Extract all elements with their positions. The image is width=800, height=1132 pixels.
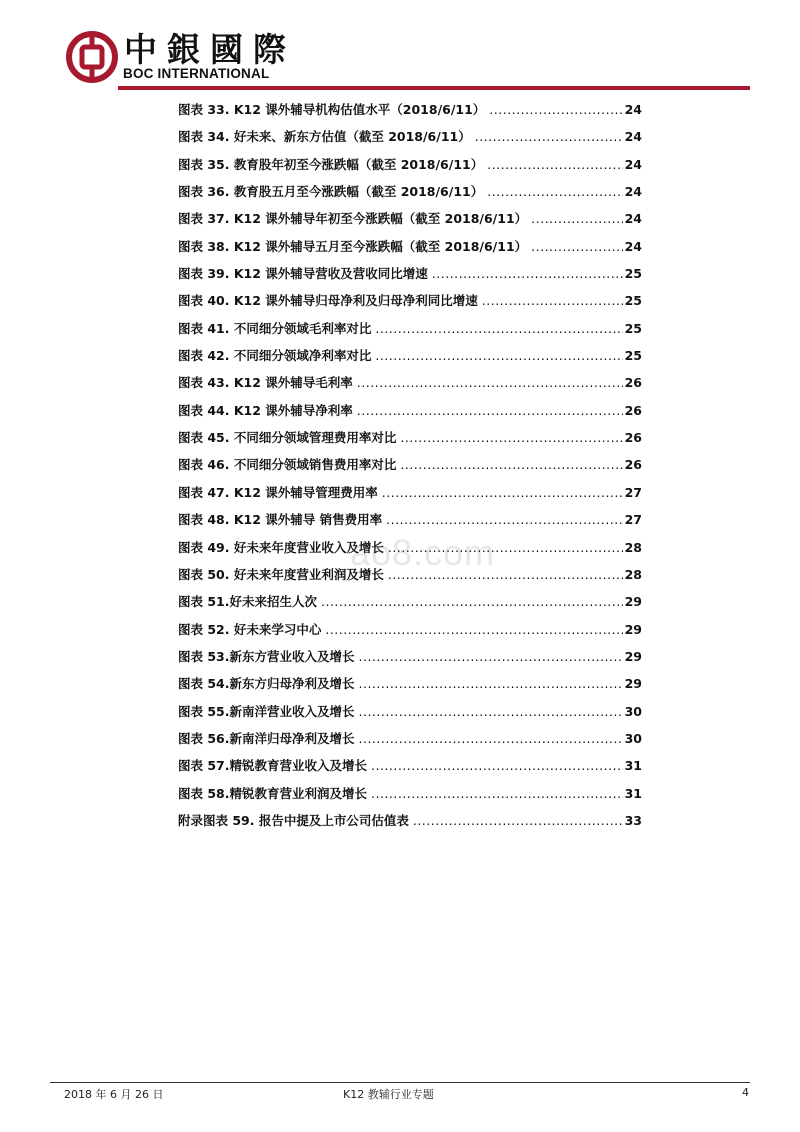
toc-entry-title: 图表 41. 不同细分领域毛利率对比: [178, 320, 372, 336]
toc-dot-leader: [487, 178, 622, 205]
toc-entry-title: 图表 43. K12 课外辅导毛利率: [178, 375, 353, 391]
toc-entry-page: 29: [624, 648, 642, 664]
watermark: ao8.com: [350, 532, 496, 573]
toc-entry[interactable]: [178, 424, 642, 451]
toc-entry-page: 24: [624, 102, 642, 117]
toc-dot-leader: [375, 342, 622, 369]
toc-entry[interactable]: [178, 616, 642, 643]
toc-entry-page: 25: [624, 293, 642, 309]
footer-date: 2018 年 6 月 26 日: [64, 1088, 164, 1101]
toc-dot-leader: [487, 151, 622, 178]
toc-dot-leader: [531, 205, 622, 232]
footer-divider: [50, 1082, 750, 1083]
toc-entry[interactable]: [178, 123, 642, 150]
toc-entry-title: 图表 54.新东方归母净利及增长: [178, 676, 355, 692]
toc-entry[interactable]: [178, 397, 642, 424]
toc-entry-page: 30: [624, 703, 642, 719]
footer-report-title: K12 教辅行业专题: [343, 1088, 434, 1101]
toc-entry-title: 图表 48. K12 课外辅导 销售费用率: [178, 512, 383, 528]
toc-dot-leader: [400, 424, 622, 451]
toc-entry-title: 图表 40. K12 课外辅导归母净利及归母净利同比增速: [178, 293, 478, 309]
toc-dot-leader: [489, 96, 622, 123]
toc-dot-leader: [475, 123, 623, 150]
footer-page-number: 4: [742, 1086, 749, 1099]
toc-entry-page: 30: [624, 730, 642, 746]
toc-entry[interactable]: [178, 752, 642, 779]
toc-entry[interactable]: [178, 151, 642, 178]
toc-dot-leader: [325, 616, 622, 643]
toc-entry-page: 27: [624, 484, 642, 500]
toc-entry[interactable]: [178, 643, 642, 670]
toc-entry[interactable]: [178, 233, 642, 260]
toc-dot-leader: [357, 397, 623, 424]
toc-entry-page: 25: [624, 320, 642, 336]
toc-entry[interactable]: [178, 506, 642, 533]
toc-dot-leader: [413, 807, 623, 834]
toc-entry-title: 图表 52. 好未来学习中心: [178, 621, 322, 637]
toc-entry[interactable]: [178, 451, 642, 478]
toc-entry[interactable]: [178, 287, 642, 314]
toc-dot-leader: [321, 588, 623, 615]
toc-entry-page: 29: [624, 676, 642, 692]
toc-entry[interactable]: [178, 725, 642, 752]
toc-entry-page: 28: [624, 566, 642, 582]
toc-dot-leader: [359, 643, 623, 670]
toc-entry-title: 图表 36. 教育股五月至今涨跌幅（截至 2018/6/11）: [178, 184, 484, 200]
toc-entry-title: 图表 39. K12 课外辅导营收及营收同比增速: [178, 266, 428, 282]
toc-entry-title: 图表 57.精锐教育营业收入及增长: [178, 758, 367, 774]
toc-entry[interactable]: [178, 670, 642, 697]
table-of-figures: [178, 96, 642, 834]
toc-dot-leader: [359, 670, 623, 697]
brand-name-english: BOC INTERNATIONAL: [123, 66, 270, 81]
toc-entry-page: 31: [624, 758, 642, 774]
toc-entry-page: 24: [624, 184, 642, 200]
toc-entry[interactable]: [178, 369, 642, 396]
toc-entry-page: 26: [624, 457, 642, 473]
toc-entry-title: 图表 55.新南洋营业收入及增长: [178, 703, 355, 719]
toc-entry-page: 26: [624, 402, 642, 418]
toc-dot-leader: [432, 260, 623, 287]
toc-entry[interactable]: [178, 205, 642, 232]
toc-entry-page: 29: [624, 594, 642, 610]
toc-entry-page: 24: [624, 211, 642, 227]
toc-entry-title: 图表 46. 不同细分领域销售费用率对比: [178, 457, 397, 473]
brand-name-chinese: 中銀國際: [124, 30, 296, 69]
toc-entry[interactable]: [178, 260, 642, 287]
toc-entry[interactable]: [178, 807, 642, 834]
toc-dot-leader: [482, 287, 623, 314]
toc-entry-title: 图表 56.新南洋归母净利及增长: [178, 730, 355, 746]
toc-entry-page: 25: [624, 348, 642, 364]
page-header: [0, 0, 800, 100]
toc-dot-leader: [375, 315, 622, 342]
boc-logo-icon: [66, 31, 118, 83]
toc-entry[interactable]: [178, 342, 642, 369]
toc-entry-page: 26: [624, 375, 642, 391]
toc-entry-page: 29: [624, 621, 642, 637]
toc-entry-page: 26: [624, 430, 642, 446]
toc-dot-leader: [357, 369, 623, 396]
toc-entry-title: 图表 49. 好未来年度营业收入及增长: [178, 539, 384, 555]
toc-entry[interactable]: [178, 479, 642, 506]
toc-entry[interactable]: [178, 588, 642, 615]
toc-dot-leader: [371, 780, 623, 807]
toc-dot-leader: [359, 725, 623, 752]
toc-dot-leader: [531, 233, 622, 260]
toc-entry-title: 图表 33. K12 课外辅导机构估值水平（2018/6/11）: [178, 102, 486, 117]
toc-dot-leader: [371, 752, 623, 779]
toc-entry-page: 24: [624, 156, 642, 172]
toc-entry-title: 图表 45. 不同细分领域管理费用率对比: [178, 430, 397, 446]
toc-entry-page: 24: [624, 238, 642, 254]
toc-entry-title: 图表 50. 好未来年度营业利润及增长: [178, 566, 384, 582]
toc-entry-title: 图表 51.好未来招生人次: [178, 594, 317, 610]
toc-entry-page: 24: [624, 129, 642, 145]
toc-entry-title: 图表 53.新东方营业收入及增长: [178, 648, 355, 664]
toc-entry[interactable]: [178, 96, 642, 123]
toc-entry-title: 附录图表 59. 报告中提及上市公司估值表: [178, 812, 409, 828]
toc-entry-page: 28: [624, 539, 642, 555]
toc-dot-leader: [359, 698, 623, 725]
toc-entry-page: 27: [624, 512, 642, 528]
toc-dot-leader: [382, 479, 623, 506]
toc-entry[interactable]: [178, 315, 642, 342]
toc-entry-title: 图表 38. K12 课外辅导五月至今涨跌幅（截至 2018/6/11）: [178, 238, 528, 254]
toc-dot-leader: [386, 506, 622, 533]
toc-entry-title: 图表 37. K12 课外辅导年初至今涨跌幅（截至 2018/6/11）: [178, 211, 528, 227]
toc-entry-page: 25: [624, 266, 642, 282]
toc-entry-title: 图表 58.精锐教育营业利润及增长: [178, 785, 367, 801]
toc-entry-title: 图表 35. 教育股年初至今涨跌幅（截至 2018/6/11）: [178, 156, 484, 172]
toc-entry[interactable]: [178, 780, 642, 807]
toc-entry-page: 31: [624, 785, 642, 801]
toc-entry[interactable]: [178, 178, 642, 205]
toc-entry[interactable]: [178, 698, 642, 725]
header-divider: [118, 86, 750, 90]
toc-entry-title: 图表 44. K12 课外辅导净利率: [178, 402, 353, 418]
toc-entry-title: 图表 47. K12 课外辅导管理费用率: [178, 484, 378, 500]
toc-entry-title: 图表 34. 好未来、新东方估值（截至 2018/6/11）: [178, 129, 471, 145]
toc-entry-page: 33: [624, 812, 642, 828]
toc-entry-title: 图表 42. 不同细分领域净利率对比: [178, 348, 372, 364]
toc-dot-leader: [400, 451, 622, 478]
